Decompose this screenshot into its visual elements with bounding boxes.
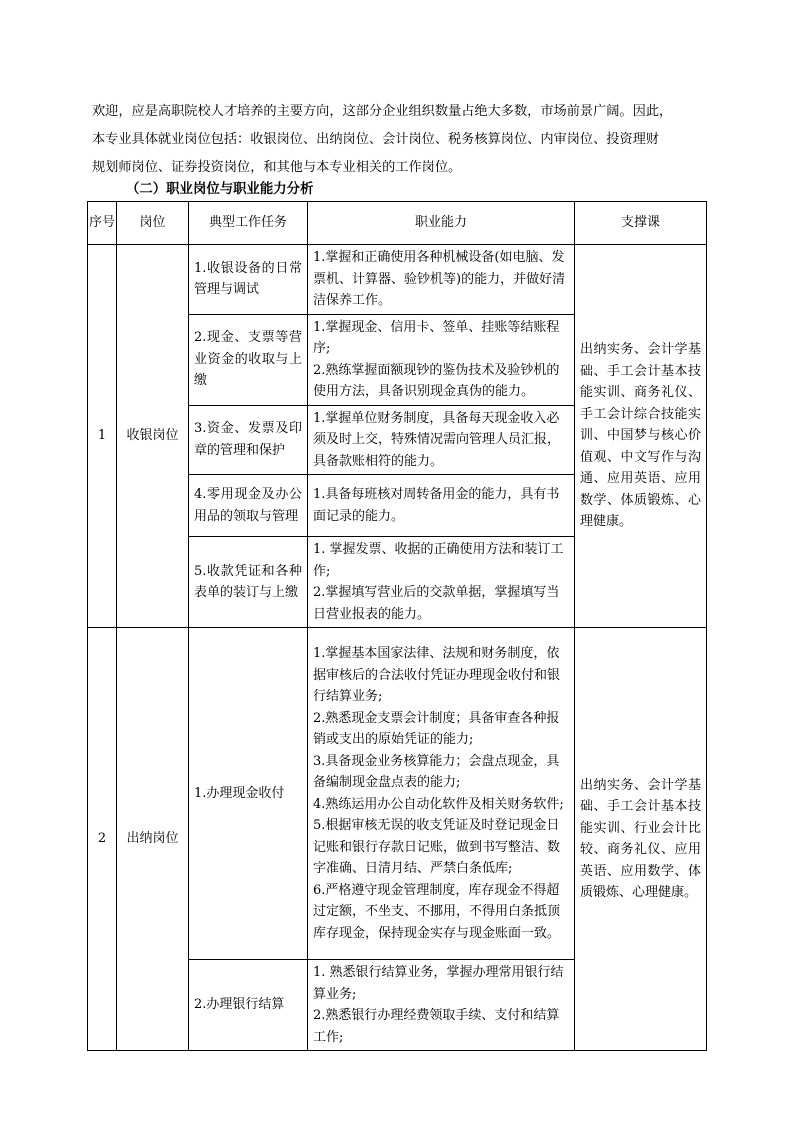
ability-item: 2.熟练掌握面额现钞的鉴伪技术及验钞机的使用方法，具备识别现金真伪的能力。: [313, 362, 560, 399]
ability-item: 2.熟悉银行办理经费领取手续、支付和结算工作;: [313, 1008, 560, 1045]
task-cell: 4.零用现金及办公用品的领取与管理: [189, 475, 308, 537]
ability-item: 3.具备现金业务核算能力；会盘点现金，具备编制现金盘点表的能力;: [313, 753, 560, 790]
ability-item: 1. 掌握发票、收据的正确使用方法和装订工作;: [313, 542, 564, 579]
table-header-row: [88, 202, 707, 245]
ability-item: 1.掌握单位财务制度，具备每天现金收入必须及时上交，特殊情况需向管理人员汇报，具备款账相符的能力。: [313, 410, 561, 469]
ability-cell: [308, 405, 575, 475]
post-name: 出纳岗位: [117, 628, 189, 1051]
table-row: [88, 628, 707, 960]
task-cell: 2.办理银行结算: [189, 960, 308, 1051]
ability-cell: [308, 314, 575, 405]
intro-line: 本专业具体就业岗位包括：收银岗位、出纳岗位、会计岗位、税务核算岗位、内审岗位、投资理财: [92, 132, 660, 147]
task-cell: 2.现金、支票等营业资金的收取与上缴: [189, 314, 308, 405]
section-title: （二）职业岗位与职业能力分析: [126, 182, 314, 197]
row-number: 2: [88, 628, 117, 1051]
ability-cell: [308, 628, 575, 960]
course-cell: 出纳实务、会计学基础、手工会计基本技能实训、商务礼仪、手工会计综合技能实训、中国梦与核心价值观、中文写作与沟通、应用英语、应用数学、体质锻炼、心理健康。: [575, 245, 707, 628]
task-cell: 3.资金、发票及印章的管理和保护: [189, 405, 308, 475]
ability-cell: [308, 475, 575, 537]
header-ability: 职业能力: [308, 202, 575, 245]
ability-item: 5.根据审核无误的收支凭证及时登记现金日记账和银行存款日记账，做到书写整洁、数字准确、日清月结、严禁白条低库;: [313, 818, 561, 876]
ability-item: 1. 熟悉银行结算业务，掌握办理常用银行结算业务;: [313, 965, 564, 1002]
header-task: 典型工作任务: [189, 202, 308, 245]
row-number: 1: [88, 245, 117, 628]
table-row: [88, 245, 707, 315]
post-name: 收银岗位: [117, 245, 189, 628]
task-cell: 1.收银设备的日常管理与调试: [189, 245, 308, 315]
ability-item: 1.具备每班核对周转备用金的能力，具有书面记录的能力。: [313, 487, 560, 524]
ability-item: 2.掌握填写营业后的交款单据，掌握填写当日营业报表的能力。: [313, 585, 560, 622]
ability-item: 6.严格遵守现金管理制度，库存现金不得超过定额，不坐支、不挪用，不得用白条抵顶库存现金，保持现金实存与现金账面一致。: [313, 882, 561, 941]
task-cell: 5.收款凭证和各种表单的装订与上缴: [189, 537, 308, 628]
ability-cell: [308, 960, 575, 1051]
ability-item: 1.掌握和正确使用各种机械设备(如电脑、发票机、计算器、验钞机等)的能力，并做好清洁保养工作。: [313, 250, 566, 308]
task-cell: 1.办理现金收付: [189, 628, 308, 960]
header-post: 岗位: [117, 202, 189, 245]
intro-line: 欢迎，应是高职院校人才培养的主要方向，这部分企业组织数量占绝大多数，市场前景广阔。因此，: [92, 104, 673, 119]
header-course: 支撑课: [575, 202, 707, 245]
ability-item: 2.熟悉现金支票会计制度；具备审查各种报销或支出的原始凭证的能力;: [313, 710, 560, 747]
job-ability-table: [87, 201, 707, 1051]
ability-item: 1.掌握基本国家法律、法规和财务制度，依据审核后的合法收付凭证办理现金收付和银行结算业务;: [313, 646, 561, 704]
ability-cell: [308, 537, 575, 628]
intro-paragraph: [92, 98, 714, 182]
ability-item: 4.熟练运用办公自动化软件及相关财务软件;: [313, 796, 564, 812]
intro-line: 规划师岗位、证券投资岗位，和其他与本专业相关的工作岗位。: [92, 160, 462, 175]
ability-cell: [308, 245, 575, 315]
header-no: 序号: [88, 202, 117, 245]
course-cell: 出纳实务、会计学基础、手工会计基本技能实训、行业会计比较、商务礼仪、应用英语、应用数学、体质锻炼、心理健康。: [575, 628, 707, 1051]
ability-item: 1.掌握现金、信用卡、签单、挂账等结账程序;: [313, 319, 560, 356]
